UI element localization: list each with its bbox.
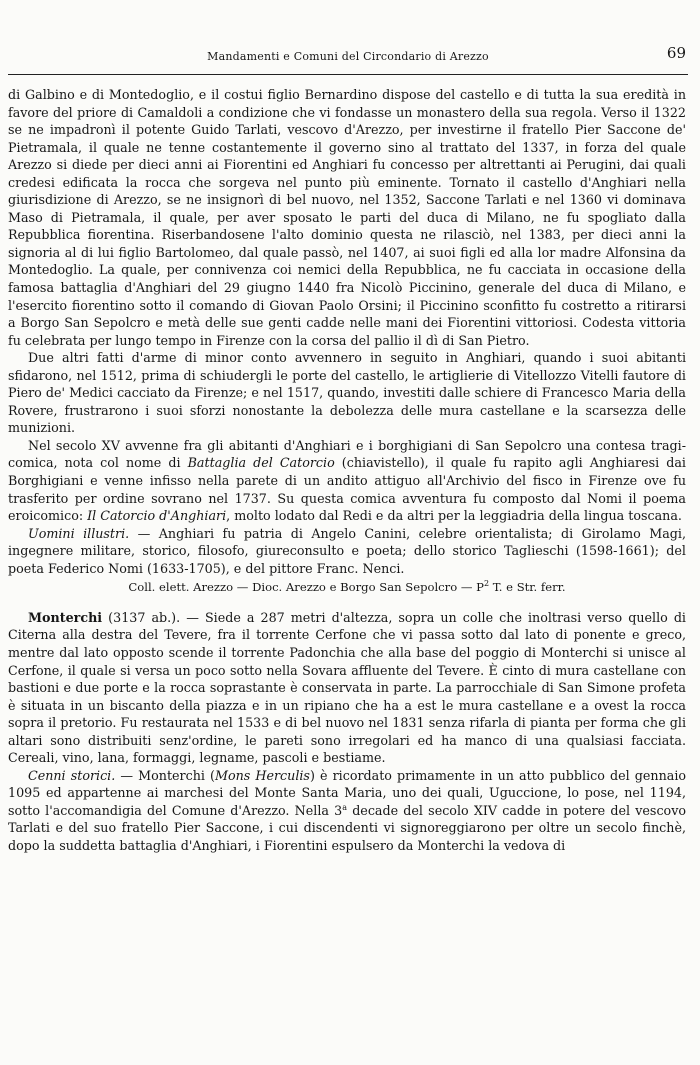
page-body [8, 86, 686, 855]
anghiari-paragraph-illustri [8, 525, 686, 578]
subheading-uomini-illustri: Uomini illustri. [28, 525, 130, 541]
text-run: — Monterchi ( [115, 767, 215, 783]
text-run: ) è ricordato primamente in un atto pubblico del gennaio 1095 ed appartenne ai marchesi del Monte Santa Maria, uno dei quali, Uguccione, lo pose, nel 1194, sotto l'accomandigia del Comune d'Arezzo. Nella 3 [8, 767, 687, 818]
monterchi-paragraph-1 [8, 609, 686, 767]
text-run: — Anghiari fu patria di Angelo Canini, celebre orientalista; di Girolamo Magi, ingegnere militare, storico, filosofo, giureconsulto e poeta; dello storico Taglieschi (1598-1661); del poeta Federico Nomi (1633-1705), e del pittore Franc. Nenci. [8, 525, 686, 576]
text-run: (chiavistello), il quale fu rapito agli Anghiaresi dai Borghigiani e venne infisso nella parete di un andito attiguo all'Archivio del fisco in Firenze ove fu trasferito per ordine sovrano nel 1737. Su questa comica avventura fu composto dal Nomi il poema eroicomico: [8, 455, 686, 524]
italic-title: Battaglia del Catorcio [187, 455, 335, 471]
subheading-cenni-storici: Cenni storici. [28, 767, 116, 783]
text-run: , molto lodato dal Redi e da altri per la leggiadria della lingua toscana. [226, 508, 682, 524]
italic-latin-name: Mons Herculis [215, 767, 310, 783]
monterchi-paragraph-2 [8, 767, 686, 855]
anghiari-paragraph-3 [8, 437, 686, 525]
anghiari-paragraph-1: di Galbino e di Montedoglio, e il costui figlio Bernardino dispose del castello e di tutta la sua eredità in favore del priore di Camaldoli a condizione che vi fondasse un monastero della sua regola. Verso il 1322 se ne impadronì il potente Guido Tarlati, vescovo d'Arezzo, per investirne il fratello Pier Saccone de' Pietramala, il quale ne tenne costantemente il governo sino al trattato del 1337, in forza del quale Arezzo si diede per dieci anni ai Fiorentini ed Anghiari fu concesso per altrettanti ai Perugini, dai quali credesi edificata la rocca che sorgeva nel punto più eminente. Tornato il castello d'Anghiari nella giurisdizione di Arezzo, se ne insignorì di bel nuovo, nel 1352, Saccone Tarlati e nel 1360 vi dominava Maso di Pietramala, il quale, per aver sposato le parti del duca di Milano, ne fu spogliato dalla Repubblica fiorentina. Riserbandosene l'alto dominio questa ne rilasciò, nel 1383, per dieci anni la signoria al di lui figlio Bartolomeo, dal quale passò, nel 1407, ai suoi figli ed alla lor madre Alfonsina da Montedoglio. La quale, per connivenza coi nemici della Repubblica, ne fu cacciata in occasione della famosa battaglia d'Anghiari del 29 giugno 1440 fra Nicolò Piccinino, generale del duca di Milano, e l'esercito fiorentino sotto il comando di Giovan Paolo Orsini; il Piccinino sconfitto fu costretto a ritirarsi a Borgo San Sepolcro e metà delle sue genti cadde nelle mani dei Fiorentini vittoriosi. Codesta vittoria fu celebrata per lungo tempo in Firenze con la corsa del pallio il dì di San Pietro. [8, 87, 686, 348]
section-gap [8, 597, 686, 609]
text-run: T. e Str. ferr. [489, 580, 566, 595]
italic-title: Il Catorcio d'Anghiari [87, 508, 227, 524]
superscript: a [342, 802, 347, 812]
header-rule [8, 74, 688, 75]
superscript: 2 [483, 579, 490, 589]
entry-heading-monterchi: Monterchi [28, 609, 103, 625]
anghiari-paragraph-2: Due altri fatti d'arme di minor conto avvennero in seguito in Anghiari, quando i suoi abitanti sfidarono, nel 1512, prima di schiudergli le porte del castello, le artiglierie di Vitellozzo Vitelli fautore di Piero de' Medici cacciato da Firenze; e nel 1517, quando, investiti dalle schiere di Francesco Maria della Rovere, frustrarono i suoi sforzi nonostante la debolezza delle mura castellane e la scarsezza delle munizioni. [8, 350, 686, 436]
page-header [8, 44, 688, 70]
page-number: 69 [666, 44, 686, 62]
text-run: (3137 ab.). — Siede a 287 metri d'altezza, sopra un colle che inoltrasi verso quello di Citerna alla destra del Tevere, fra il torrente Cerfone che vi passa sotto dal lato di ponente e greco, mentre dal lato opposto scende il torrente Padonchia che alla base del poggio di Monterchi si unisce al Cerfone, il quale si versa un poco sotto nella Sovara affluente del Tevere. È cinto di mura castellane con bastioni e due porte e la rocca soprastante è conservata in parte. La parrocchiale di San Simone profeta è situata in un biscanto della piazza e in un ripiano che ha a est le mura castellane e a ovest la rocca sopra il pretorio. Fu restaurata nel 1533 e di bel nuovo nel 1831 senza rifarla di pianta per forma che gli altari sono distribuiti senz'ordine, le pareti sono irregolari ed ha manco di una qualsiasi facciata. Cereali, vino, lana, formaggi, legname, pascoli e bestiame. [8, 609, 686, 766]
text-run: Nel secolo XV avvenne fra gli abitanti d'Anghiari e i borghigiani di San Sepolcro una contesa tragi-comica, nota col nome di [8, 437, 686, 471]
running-title: Mandamenti e Comuni del Circondario di Arezzo [207, 50, 489, 63]
collegio-line [8, 579, 686, 597]
text-run: decade del secolo XIV cadde in potere del vescovo Tarlati e del suo fratello Pier Saccone, i cui discendenti vi signoreggiarono per oltre un secolo finchè, dopo la suddetta battaglia d'Anghiari, i Fiorentini espulsero da Monterchi la vedova di [8, 802, 686, 853]
text-run: Coll. elett. Arezzo — Dioc. Arezzo e Borgo San Sepolcro — P [128, 580, 484, 595]
